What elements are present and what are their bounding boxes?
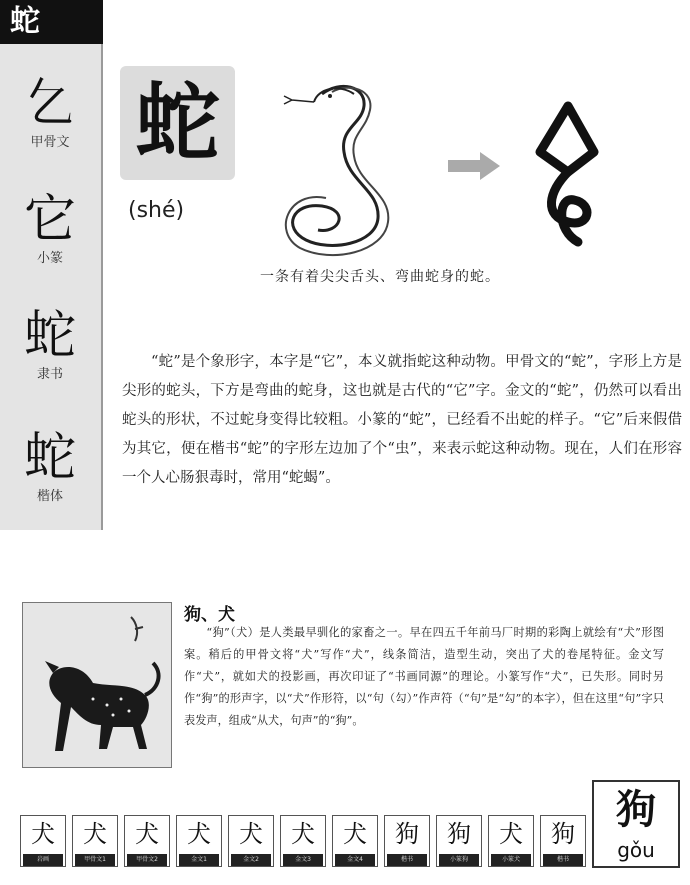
glyph: 𠃉 [23,74,76,134]
small-seal-glyph [0,190,100,268]
final-glyph: 狗 [616,786,656,833]
tile-glyph: 狗 [551,820,575,848]
tile-glyph: 犬 [499,820,523,848]
glyph-tile [436,815,482,867]
tile-label: 金文1 [179,854,219,866]
tile-glyph: 狗 [447,820,471,848]
regular-script-glyph [0,428,100,506]
glyph-tile [176,815,222,867]
tile-label: 岩画 [23,854,63,866]
tile-glyph: 犬 [135,820,159,848]
glyph-tile [384,815,430,867]
main-character: 蛇 [120,66,235,180]
glyph-tile [20,815,66,867]
tile-label: 小篆犬 [491,854,531,866]
tile-label: 楷书 [543,854,583,866]
glyph-tile [332,815,378,867]
tile-glyph: 犬 [291,820,315,848]
section-title: 狗、犬 [184,605,235,625]
glyph-tile [540,815,586,867]
glyph: 蛇 [23,428,76,488]
tile-label: 小篆狗 [439,854,479,866]
dog-description: “狗”（犬）是人类最早驯化的家畜之一。早在四五千年前马厂时期的彩陶上就绘有“犬”形图案。稍后的甲骨文将“犬”写作“犬”，线条简洁，造型生动，突出了犬的卷尾特征。金文写作“犬”，就如犬的投影画，再次印证了“书画同源”的理论。小篆写作“犬”，已失形。同时另作“狗”的形声字，以“犬”作形符，以“句（勾）”作声符（“句”是“勾”的本字），但在这里“句”字只表发声，组成“从犬，句声”的“狗”。 [184,626,664,727]
tile-label: 楷书 [387,854,427,866]
glyph-tile [280,815,326,867]
tile-label: 金文4 [335,854,375,866]
tile-label: 金文3 [283,854,323,866]
tile-glyph: 狗 [395,820,419,848]
description-paragraph: “蛇”是个象形字，本字是“它”，本义就指蛇这种动物。甲骨文的“蛇”，字形上方是尖形的蛇头，下方是弯曲的蛇身，这也就是古代的“它”字。金文的“蛇”，仍然可以看出蛇头的形状，不过蛇身变得比较粗。小篆的“蛇”，已经看不出蛇的样子。“它”后来假借为其它，便在楷书“蛇”的字形左边加了个“虫”，来表示蛇这种动物。现在，人们在形容一个人心肠狠毒时，常用“蛇蝎”。 [122,354,682,486]
snake-illustration [270,72,450,272]
final-pinyin: gǒu [617,838,655,862]
glyph: 它 [23,190,76,250]
illustration-caption: 一条有着尖尖舌头、弯曲蛇身的蛇。 [260,269,500,285]
glyph-label: 小篆 [36,251,63,266]
dog-illustration [22,602,172,768]
pinyin: (shé) [128,198,185,223]
oracle-bone-snake-glyph [528,100,608,250]
arrow-icon [448,152,500,180]
tile-label: 金文2 [231,854,271,866]
glyph-tile [124,815,170,867]
glyph-label: 楷体 [36,489,63,504]
glyph-evolution-strip [20,780,680,880]
tile-glyph: 犬 [187,820,211,848]
tile-label: 甲骨文2 [127,854,167,866]
oracle-bone-glyph [0,74,100,152]
tile-glyph: 犬 [343,820,367,848]
clerical-glyph [0,306,100,384]
tile-glyph: 犬 [83,820,107,848]
tile-glyph: 犬 [239,820,263,848]
glyph-tile [488,815,534,867]
glyph: 蛇 [23,306,76,366]
tile-label: 甲骨文1 [75,854,115,866]
title-tab: 蛇 [0,0,103,44]
glyph-tile [72,815,118,867]
glyph-tile [228,815,274,867]
glyph-label: 隶书 [36,367,63,382]
script-evolution-panel [0,44,103,530]
glyph-label: 甲骨文 [30,135,70,150]
final-glyph-tile [592,780,680,868]
tile-glyph: 犬 [31,820,55,848]
